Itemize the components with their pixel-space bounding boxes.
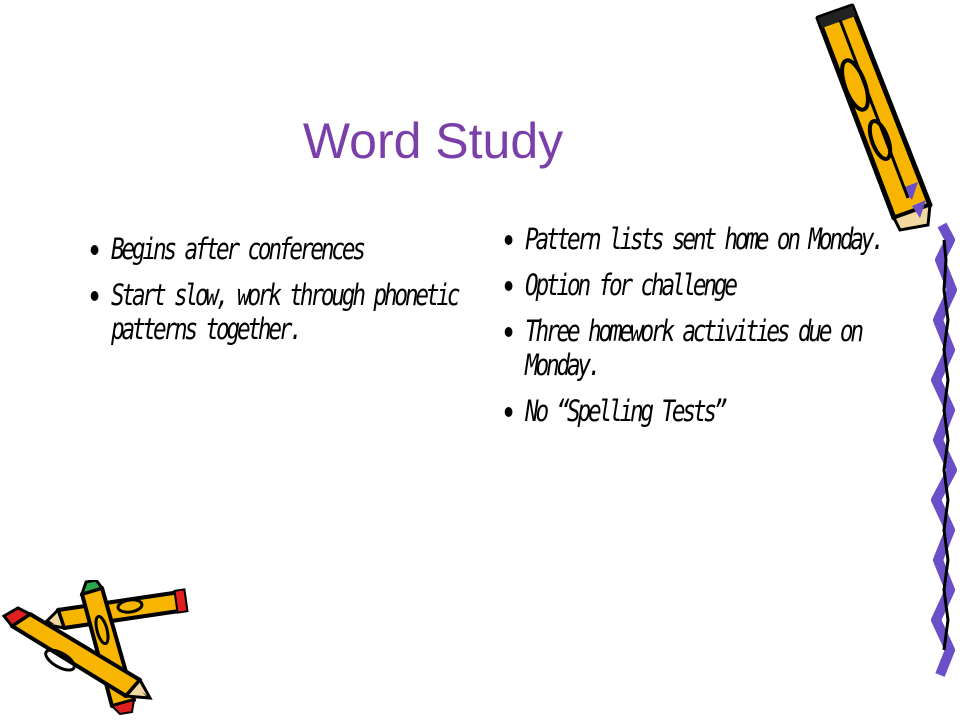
bullet-icon [91, 245, 99, 255]
bullet-icon [505, 327, 513, 337]
bullet-icon [91, 291, 99, 301]
left-bullet-list [86, 232, 456, 358]
pencil-icon [800, 0, 960, 720]
bullet-icon [505, 281, 513, 291]
bullet-text: Start slow, work through phonetic patterns together. [110, 278, 458, 346]
pencils-icon [0, 580, 200, 720]
pencil-body [818, 6, 930, 230]
bullet-item [86, 278, 478, 346]
pencil-horizontal [44, 589, 187, 628]
bullet-text: No “Spelling Tests” [524, 394, 725, 428]
bullet-item [86, 232, 478, 266]
bullet-text: Three homework activities due on Monday. [524, 314, 861, 382]
bullet-text: Begins after conferences [110, 232, 363, 266]
bullet-text: Pattern lists sent home on Monday. [524, 222, 882, 256]
bullet-icon [505, 407, 513, 417]
bullet-icon [505, 235, 513, 245]
bullet-text: Option for challenge [524, 268, 735, 302]
slide-title: Word Study [302, 113, 564, 169]
